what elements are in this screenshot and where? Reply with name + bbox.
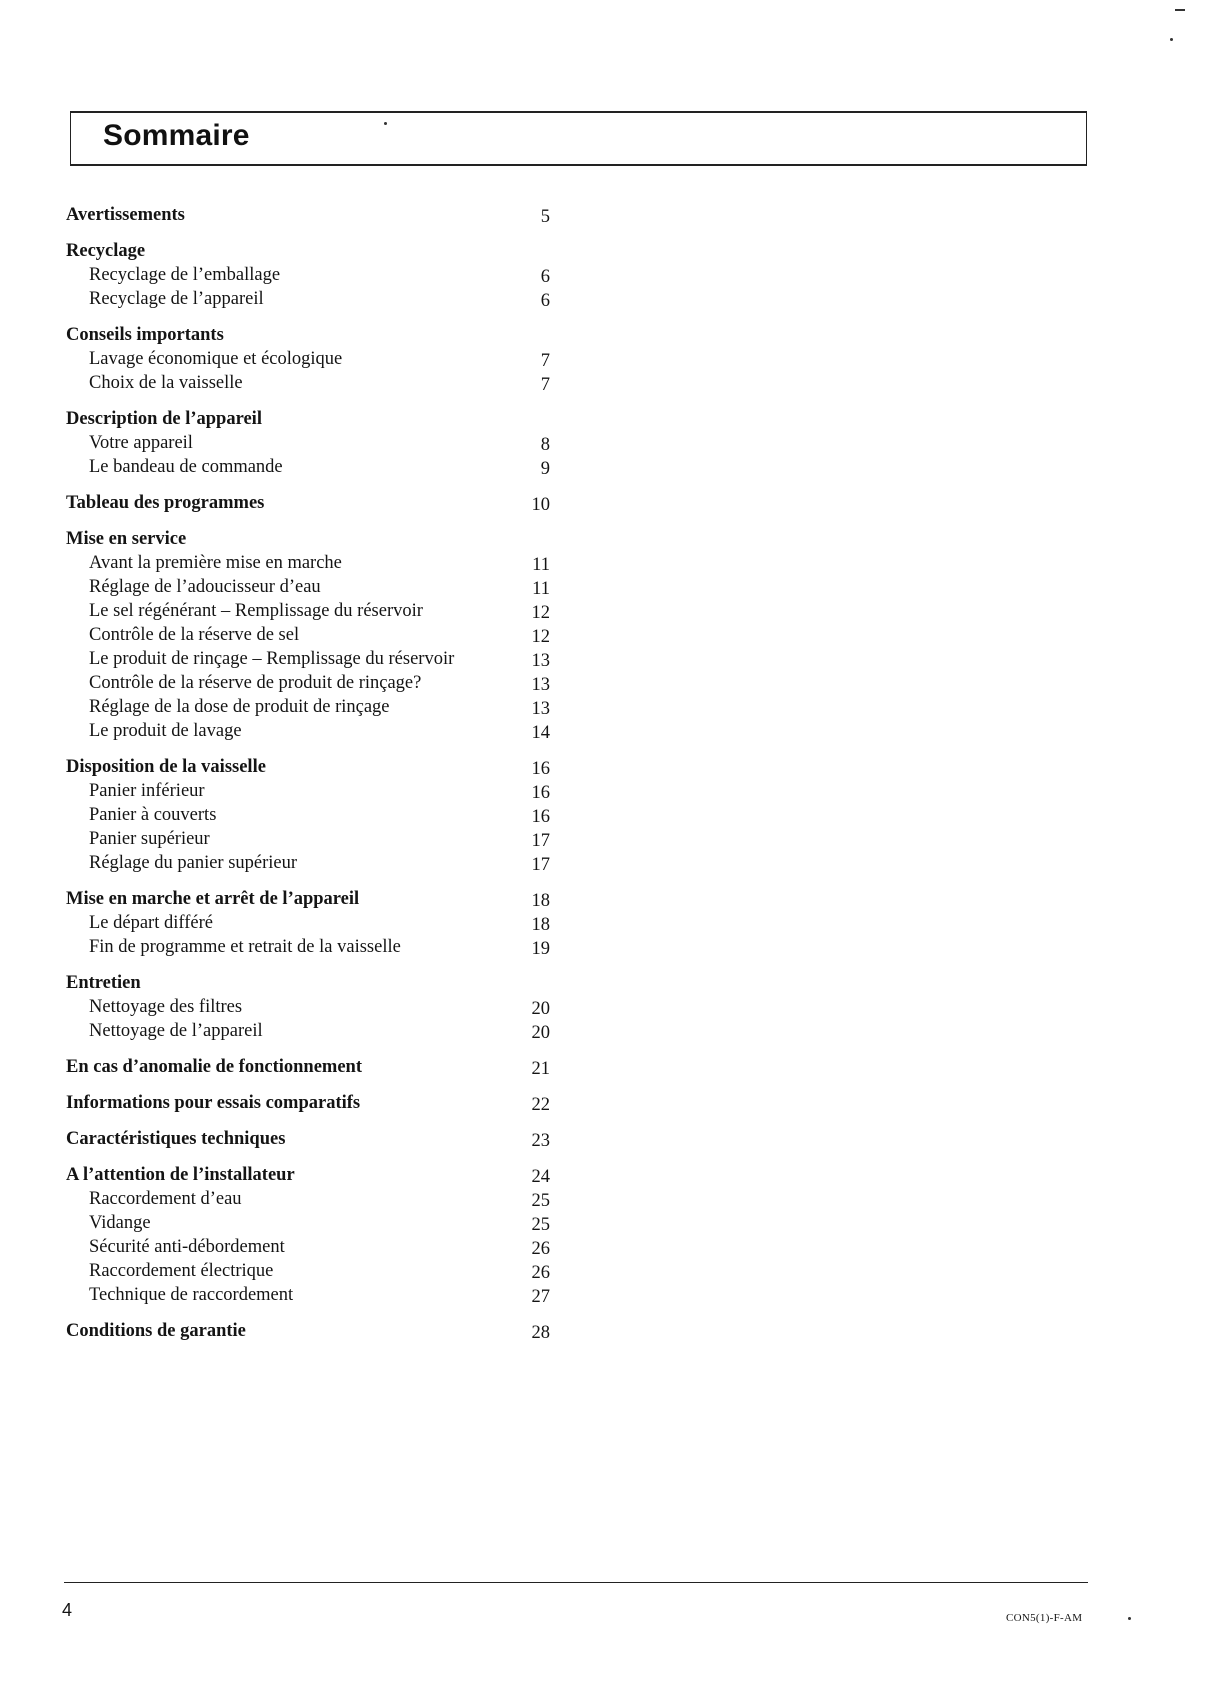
toc-entry <box>0 781 600 807</box>
toc-label: Conseils importants <box>66 325 224 345</box>
toc-label: Recyclage de l’appareil <box>89 289 264 309</box>
toc-entry <box>0 853 600 879</box>
toc-label: Réglage du panier supérieur <box>89 853 298 873</box>
toc-entry <box>0 625 600 651</box>
toc-page-number: 24 <box>531 1167 550 1187</box>
toc-label: Réglage de l’adoucisseur d’eau <box>89 577 321 597</box>
toc-page-number: 19 <box>531 939 550 959</box>
toc-entry <box>0 433 600 459</box>
toc-section <box>0 205 600 231</box>
toc-page-number: 26 <box>531 1263 550 1283</box>
toc-page-number: 13 <box>531 651 550 671</box>
toc-label: Choix de la vaisselle <box>89 373 243 393</box>
toc-label: Raccordement d’eau <box>89 1189 242 1209</box>
toc-label: Nettoyage de l’appareil <box>89 1021 263 1041</box>
toc-page-number: 25 <box>531 1191 550 1211</box>
toc-entry <box>0 457 600 483</box>
toc-page-number: 27 <box>531 1287 550 1307</box>
toc-section <box>0 973 600 999</box>
toc-entry <box>0 1285 600 1311</box>
toc-page-number: 26 <box>531 1239 550 1259</box>
toc-page-number: 7 <box>540 375 550 395</box>
toc-label: Fin de programme et retrait de la vaisselle <box>89 937 401 957</box>
toc-entry <box>0 373 600 399</box>
toc-label: Recyclage de l’emballage <box>89 265 281 285</box>
toc-section <box>0 409 600 435</box>
toc-page-number: 25 <box>531 1215 550 1235</box>
toc-label: Le sel régénérant – Remplissage du réservoir <box>89 601 423 621</box>
toc-entry <box>0 553 600 579</box>
toc-entry <box>0 289 600 315</box>
toc-section <box>0 529 600 555</box>
toc-label: Mise en marche et arrêt de l’appareil <box>66 889 360 909</box>
toc-label: Technique de raccordement <box>89 1285 294 1305</box>
toc-page-number: 10 <box>531 495 550 515</box>
toc-label: Conditions de garantie <box>66 1321 246 1341</box>
toc-page-number: 9 <box>540 459 550 479</box>
toc-page-number: 11 <box>532 579 550 599</box>
toc-entry <box>0 913 600 939</box>
toc-entry <box>0 721 600 747</box>
toc-page-number: 18 <box>531 915 550 935</box>
toc-section <box>0 1321 600 1347</box>
toc-entry <box>0 649 600 675</box>
title-box <box>70 111 1087 166</box>
toc-label: Contrôle de la réserve de produit de rinçage? <box>89 673 422 693</box>
toc-entry <box>0 697 600 723</box>
toc-entry <box>0 937 600 963</box>
toc-label: Recyclage <box>66 241 146 261</box>
toc-label: Avertissements <box>66 205 185 225</box>
toc-label: Contrôle de la réserve de sel <box>89 625 300 645</box>
toc-entry <box>0 997 600 1023</box>
toc-entry <box>0 1189 600 1215</box>
toc-label: Réglage de la dose de produit de rinçage <box>89 697 390 717</box>
toc-label: Le produit de rinçage – Remplissage du réservoir <box>89 649 455 669</box>
toc-section <box>0 241 600 267</box>
page-title: Sommaire <box>103 119 250 152</box>
toc-entry <box>0 1261 600 1287</box>
toc-section <box>0 889 600 915</box>
toc-section <box>0 1057 600 1083</box>
toc-entry <box>0 1021 600 1047</box>
toc-page-number: 6 <box>540 291 550 311</box>
toc-label: Nettoyage des filtres <box>89 997 243 1017</box>
toc-section <box>0 1093 600 1119</box>
document-code: CON5(1)-F-AM <box>1006 1612 1083 1624</box>
toc-page-number: 7 <box>540 351 550 371</box>
toc-page-number: 13 <box>531 675 550 695</box>
page-number: 4 <box>62 1600 73 1620</box>
toc-label: Panier inférieur <box>89 781 205 801</box>
toc-entry <box>0 1213 600 1239</box>
toc-page-number: 11 <box>532 555 550 575</box>
toc-section <box>0 1129 600 1155</box>
footer-divider <box>64 1582 1088 1583</box>
toc-label: Entretien <box>66 973 141 993</box>
toc-page-number: 14 <box>531 723 550 743</box>
toc-page-number: 12 <box>531 603 550 623</box>
toc-label: Le départ différé <box>89 913 213 933</box>
toc-entry <box>0 601 600 627</box>
toc-entry <box>0 805 600 831</box>
scan-speck <box>384 122 387 125</box>
toc-label: Informations pour essais comparatifs <box>66 1093 361 1113</box>
toc-label: A l’attention de l’installateur <box>66 1165 295 1185</box>
toc-page-number: 12 <box>531 627 550 647</box>
toc-page-number: 20 <box>531 999 550 1019</box>
toc-label: Description de l’appareil <box>66 409 262 429</box>
toc-label: Vidange <box>89 1213 151 1233</box>
toc-page-number: 21 <box>531 1059 550 1079</box>
toc-label: Panier à couverts <box>89 805 217 825</box>
toc-label: Avant la première mise en marche <box>89 553 342 573</box>
toc-entry <box>0 349 600 375</box>
toc-page-number: 20 <box>531 1023 550 1043</box>
toc-entry <box>0 577 600 603</box>
toc-section <box>0 325 600 351</box>
toc-label: Sécurité anti-débordement <box>89 1237 285 1257</box>
toc-page-number: 6 <box>540 267 550 287</box>
toc-entry <box>0 673 600 699</box>
scan-speck <box>1175 9 1185 11</box>
toc-entry <box>0 1237 600 1263</box>
toc-label: Mise en service <box>66 529 187 549</box>
toc-entry <box>0 265 600 291</box>
toc-label: Votre appareil <box>89 433 193 453</box>
toc-label: Lavage économique et écologique <box>89 349 343 369</box>
toc-label: Raccordement électrique <box>89 1261 274 1281</box>
toc-page-number: 28 <box>531 1323 550 1343</box>
toc-label: Caractéristiques techniques <box>66 1129 286 1149</box>
toc-label: Disposition de la vaisselle <box>66 757 266 777</box>
toc-page-number: 16 <box>531 759 550 779</box>
scan-speck <box>1170 38 1173 41</box>
toc-page-number: 8 <box>540 435 550 455</box>
toc-page-number: 17 <box>531 831 550 851</box>
toc-page-number: 16 <box>531 783 550 803</box>
toc-section <box>0 493 600 519</box>
toc-section <box>0 757 600 783</box>
toc-section <box>0 1165 600 1191</box>
toc-page-number: 16 <box>531 807 550 827</box>
toc-page-number: 23 <box>531 1131 550 1151</box>
toc-page-number: 17 <box>531 855 550 875</box>
toc-page-number: 13 <box>531 699 550 719</box>
toc-page-number: 18 <box>531 891 550 911</box>
toc-label: Panier supérieur <box>89 829 210 849</box>
toc-page-number: 5 <box>540 207 550 227</box>
toc-page-number: 22 <box>531 1095 550 1115</box>
toc-label: Le bandeau de commande <box>89 457 283 477</box>
toc-label: En cas d’anomalie de fonctionnement <box>66 1057 362 1077</box>
toc-entry <box>0 829 600 855</box>
scan-speck <box>1128 1617 1131 1620</box>
toc-label: Tableau des programmes <box>66 493 265 513</box>
toc-label: Le produit de lavage <box>89 721 242 741</box>
